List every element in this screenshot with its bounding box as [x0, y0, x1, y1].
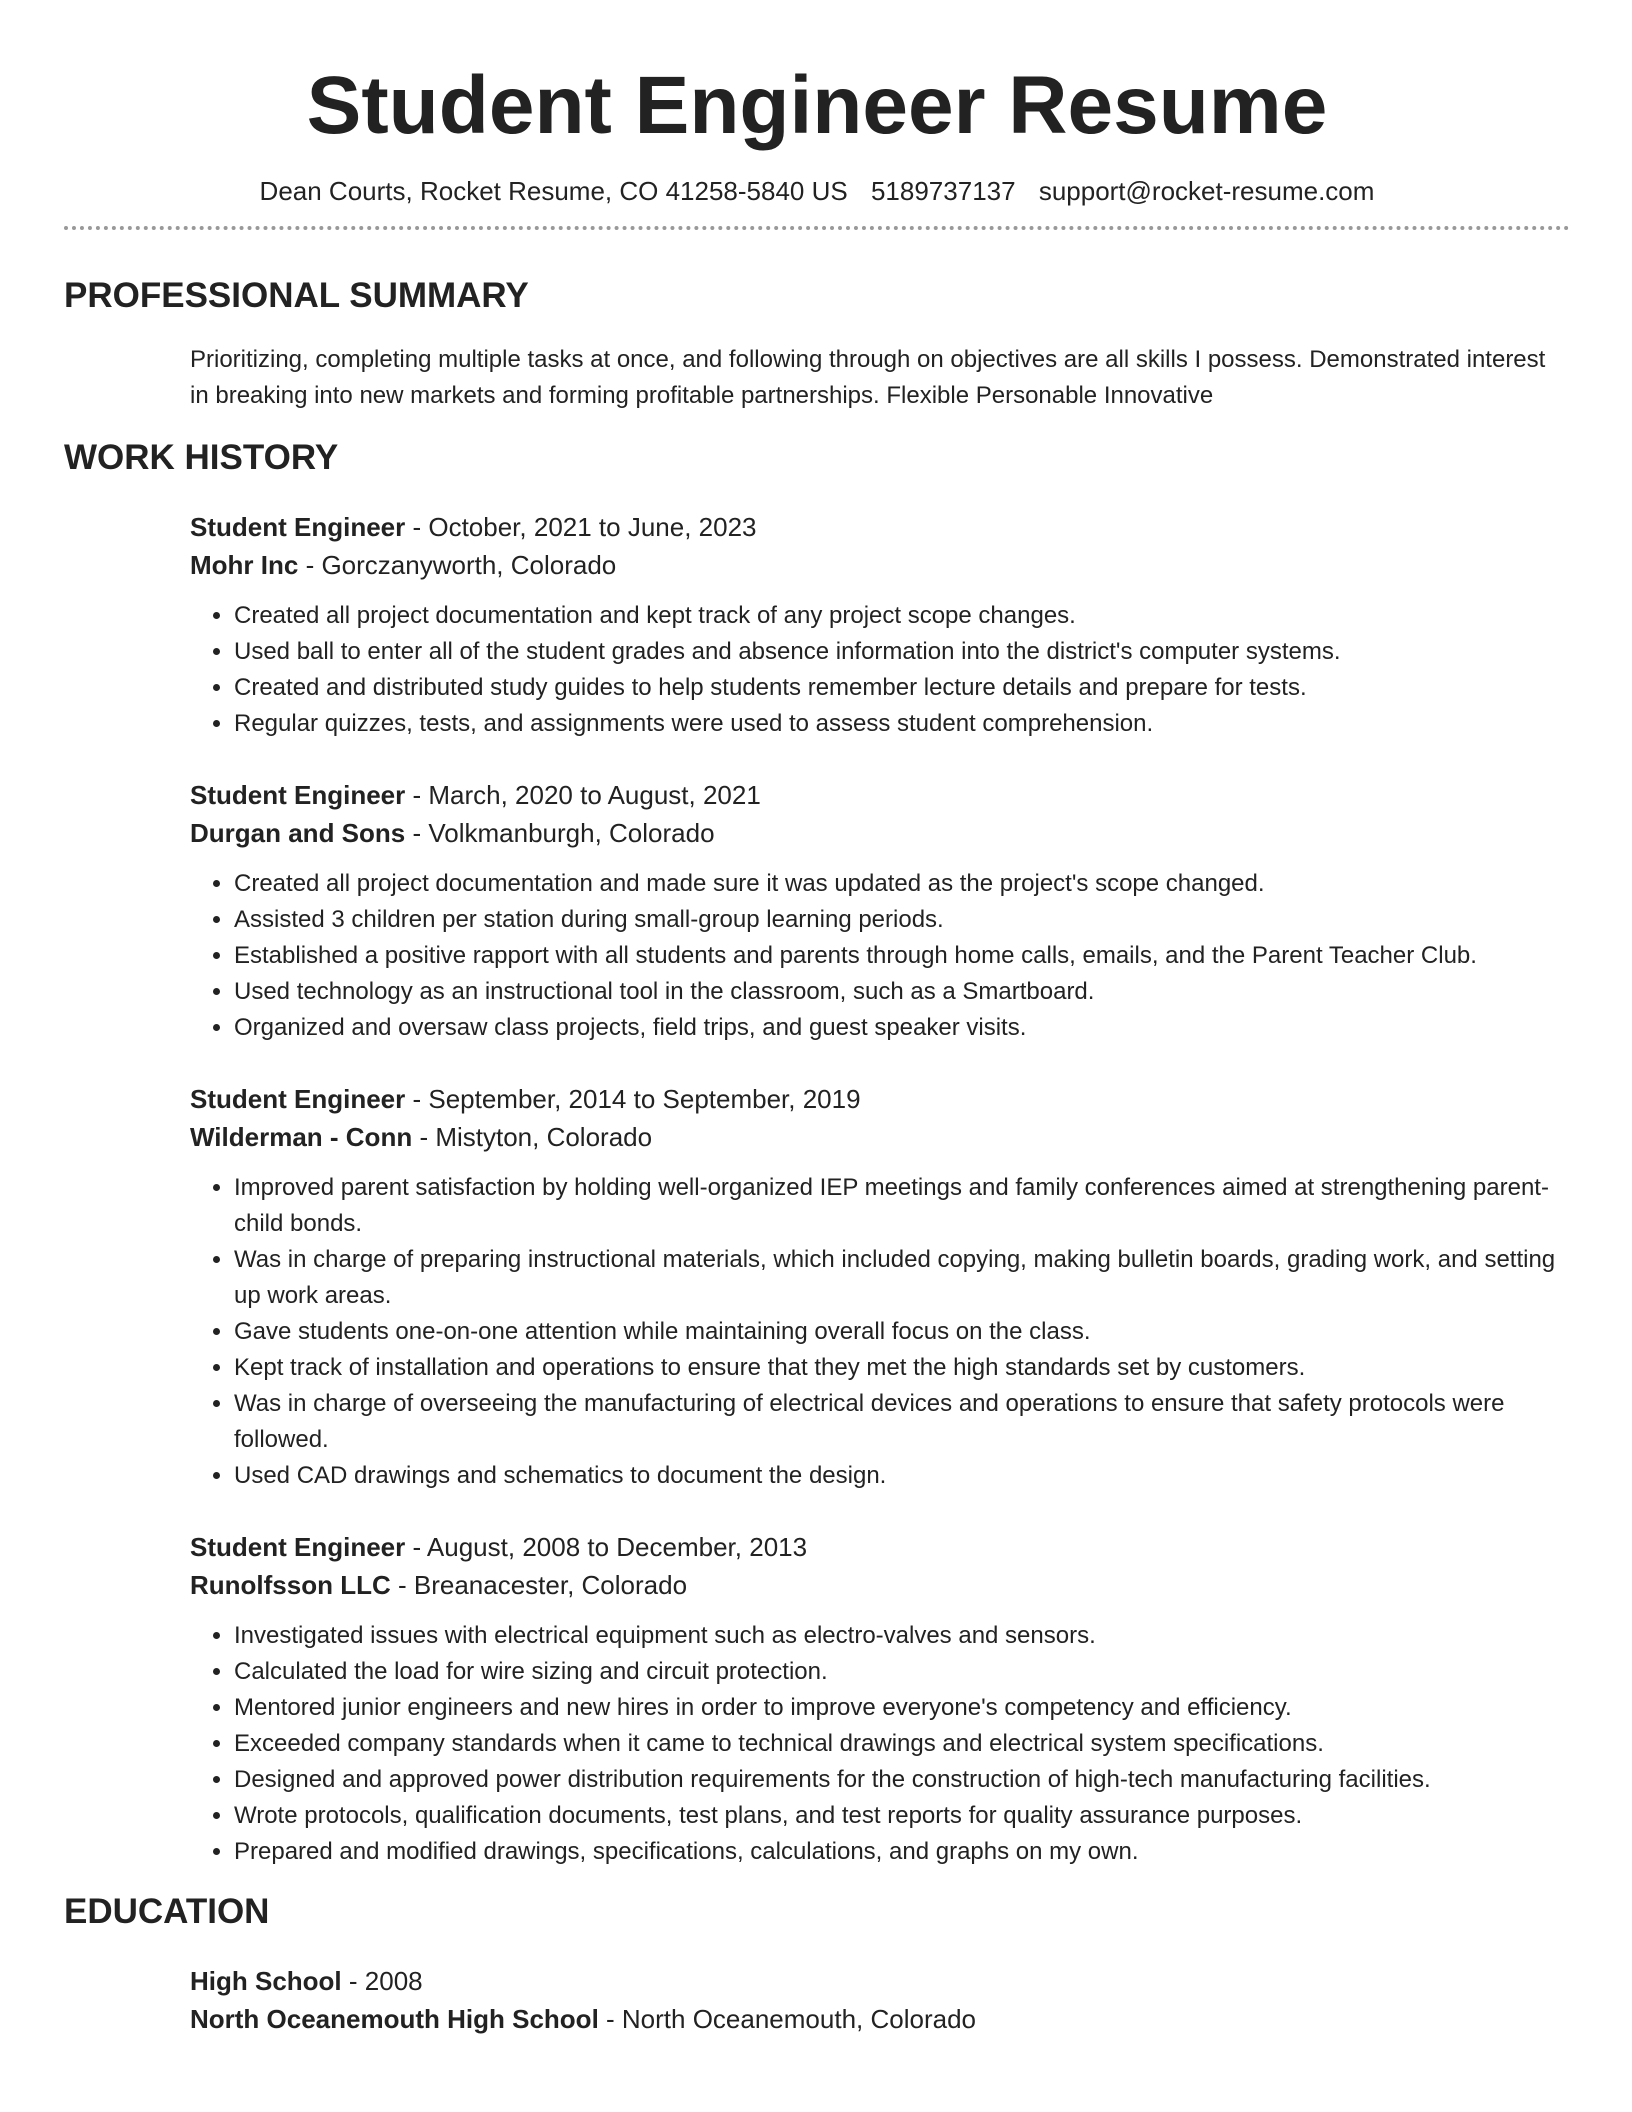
- job-bullet: • Exceeded company standards when it came to technical drawings and electrical system specifications.: [234, 1726, 1570, 1762]
- job-company: Wilderman - Conn: [190, 1122, 413, 1152]
- job-title-line: [190, 1080, 1570, 1118]
- job-title: Student Engineer: [190, 780, 406, 810]
- work-history-list: [190, 508, 1570, 1870]
- education-degree: High School: [190, 1966, 342, 1996]
- education-school: North Oceanemouth High School: [190, 2004, 599, 2034]
- education-school-line: [190, 2000, 1570, 2038]
- contact-email: support@rocket-resume.com: [1038, 176, 1375, 206]
- job-company: Durgan and Sons: [190, 818, 406, 848]
- job-dates: - September, 2014 to September, 2019: [405, 1084, 861, 1114]
- job-bullets: [190, 866, 1570, 1046]
- job-location: - Volkmanburgh, Colorado: [405, 818, 715, 848]
- job-bullet: • Mentored junior engineers and new hires in order to improve everyone's competency and efficiency.: [234, 1690, 1570, 1726]
- work-history-heading: WORK HISTORY: [64, 438, 339, 477]
- resume-page: [64, 0, 1570, 2038]
- job-title: Student Engineer: [190, 512, 406, 542]
- job-bullet: • Created all project documentation and made sure it was updated as the project's scope changed.: [234, 866, 1570, 902]
- job-title: Student Engineer: [190, 1532, 406, 1562]
- job-bullet: • Wrote protocols, qualification documents, test plans, and test reports for quality assurance purposes.: [234, 1798, 1570, 1834]
- job-bullet: • Kept track of installation and operations to ensure that they met the high standards set by customers.: [234, 1350, 1570, 1386]
- page-title: Student Engineer Resume: [306, 60, 1328, 151]
- job-company: Mohr Inc: [190, 550, 299, 580]
- job-bullet: • Was in charge of overseeing the manufacturing of electrical devices and operations to ensure that safety protocols were followed.: [234, 1386, 1570, 1458]
- job-company-line: [190, 814, 1570, 852]
- job-bullet: • Used ball to enter all of the student grades and absence information into the district's computer systems.: [234, 634, 1570, 670]
- job-title-line: [190, 508, 1570, 546]
- job-entry: [190, 1528, 1570, 1870]
- job-bullet: • Calculated the load for wire sizing and circuit protection.: [234, 1654, 1570, 1690]
- job-bullet: • Was in charge of preparing instructional materials, which included copying, making bulletin boards, grading work, and setting up work areas.: [234, 1242, 1570, 1314]
- header-divider: [64, 226, 1570, 230]
- job-location: - Gorczanyworth, Colorado: [298, 550, 617, 580]
- job-title-line: [190, 1528, 1570, 1566]
- job-bullet: • Improved parent satisfaction by holding well-organized IEP meetings and family conferences aimed at strengthening parent-child bonds.: [234, 1170, 1570, 1242]
- job-bullet: • Used technology as an instructional tool in the classroom, such as a Smartboard.: [234, 974, 1570, 1010]
- job-bullets: [190, 1170, 1570, 1494]
- job-bullet: • Assisted 3 children per station during small-group learning periods.: [234, 902, 1570, 938]
- job-bullet: • Regular quizzes, tests, and assignments were used to assess student comprehension.: [234, 706, 1570, 742]
- job-entry: [190, 1080, 1570, 1494]
- job-bullets: [190, 1618, 1570, 1870]
- job-bullet: • Gave students one-on-one attention while maintaining overall focus on the class.: [234, 1314, 1570, 1350]
- job-bullet: • Used CAD drawings and schematics to document the design.: [234, 1458, 1570, 1494]
- job-bullet: • Created all project documentation and kept track of any project scope changes.: [234, 598, 1570, 634]
- job-title: Student Engineer: [190, 1084, 406, 1114]
- job-location: - Mistyton, Colorado: [412, 1122, 653, 1152]
- job-company-line: [190, 546, 1570, 584]
- contact-line: [64, 174, 1570, 208]
- job-bullet: • Designed and approved power distribution requirements for the construction of high-tech manufacturing facilities.: [234, 1762, 1570, 1798]
- job-bullet: • Established a positive rapport with all students and parents through home calls, emails, and the Parent Teacher Club.: [234, 938, 1570, 974]
- job-company-line: [190, 1118, 1570, 1156]
- job-entry: [190, 508, 1570, 742]
- job-entry: [190, 776, 1570, 1046]
- job-dates: - October, 2021 to June, 2023: [405, 512, 757, 542]
- job-bullets: [190, 598, 1570, 742]
- contact-phone: 5189737137: [870, 176, 1016, 206]
- job-bullet: • Created and distributed study guides to help students remember lecture details and prepare for tests.: [234, 670, 1570, 706]
- job-company-line: [190, 1566, 1570, 1604]
- job-company: Runolfsson LLC: [190, 1570, 391, 1600]
- job-bullet: • Organized and oversaw class projects, field trips, and guest speaker visits.: [234, 1010, 1570, 1046]
- education-heading: EDUCATION: [64, 1892, 270, 1931]
- job-title-line: [190, 776, 1570, 814]
- job-location: - Breanacester, Colorado: [390, 1570, 688, 1600]
- summary-heading: PROFESSIONAL SUMMARY: [64, 276, 529, 315]
- summary-text: Prioritizing, completing multiple tasks at once, and following through on objectives are all skills I possess. Demonstrated interest in breaking into new markets and forming profitable partnerships. Flexible Personable Innovative: [190, 346, 1546, 409]
- education-degree-line: [190, 1962, 1570, 2000]
- education-entry: [190, 1962, 1570, 2038]
- job-dates: - August, 2008 to December, 2013: [405, 1532, 808, 1562]
- job-bullet: • Investigated issues with electrical equipment such as electro-valves and sensors.: [234, 1618, 1570, 1654]
- contact-address: Dean Courts, Rocket Resume, CO 41258-5840 US: [259, 176, 848, 206]
- job-dates: - March, 2020 to August, 2021: [405, 780, 761, 810]
- job-bullet: • Prepared and modified drawings, specifications, calculations, and graphs on my own.: [234, 1834, 1570, 1870]
- education-year: - 2008: [341, 1966, 423, 1996]
- education-location: - North Oceanemouth, Colorado: [598, 2004, 976, 2034]
